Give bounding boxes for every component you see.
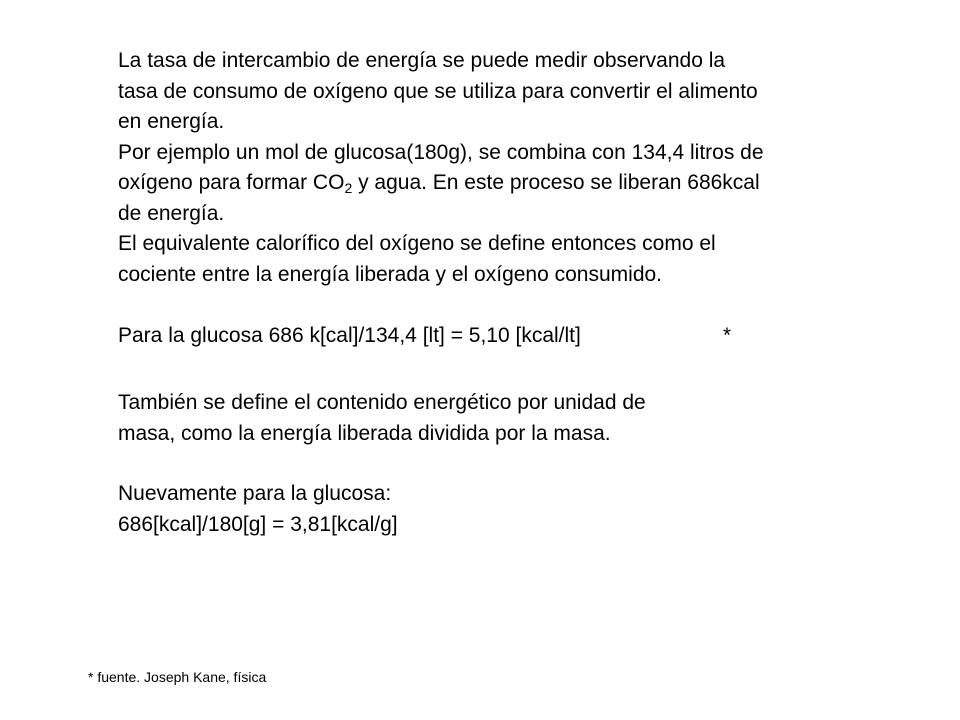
definition-line: cociente entre la energía liberada y el oxígeno consumido.	[118, 262, 663, 286]
intro-line: en energía.	[118, 110, 225, 133]
co2-text: oxígeno para formar CO	[118, 171, 345, 194]
glucose-heading: Nuevamente para la glucosa:	[118, 482, 392, 505]
glucose-paragraph	[118, 479, 398, 540]
example-text: y agua. En este proceso se liberan 686kcal	[352, 171, 760, 194]
definition-line: El equivalente calorífico del oxígeno se define entonces como el	[118, 232, 716, 255]
energy-per-mass-formula: 686[kcal]/180[g] = 3,81[kcal/g]	[118, 512, 398, 536]
mass-line: masa, como la energía liberada dividida por la masa.	[118, 421, 611, 445]
blank-line	[118, 290, 764, 321]
source-footnote: * fuente. Joseph Kane, física	[88, 669, 267, 685]
example-line	[118, 168, 764, 199]
footnote-marker: *	[722, 323, 732, 347]
caloric-formula: Para la glucosa 686 k[cal]/134,4 [lt] = 5,10 [kcal/lt]	[118, 323, 581, 347]
mass-line: También se define el contenido energético por unidad de	[118, 391, 646, 414]
intro-line: tasa de consumo de oxígeno que se utiliza para convertir el alimento	[118, 79, 758, 103]
example-line: de energía.	[118, 201, 225, 225]
example-line: Por ejemplo un mol de glucosa(180g), se combina con 134,4 litros de	[118, 140, 764, 164]
intro-line: La tasa de intercambio de energía se puede medir observando la	[118, 49, 726, 72]
co2-subscript: 2	[344, 180, 353, 196]
intro-paragraph	[118, 46, 764, 351]
formula-line	[118, 321, 764, 352]
mass-paragraph	[118, 388, 646, 449]
